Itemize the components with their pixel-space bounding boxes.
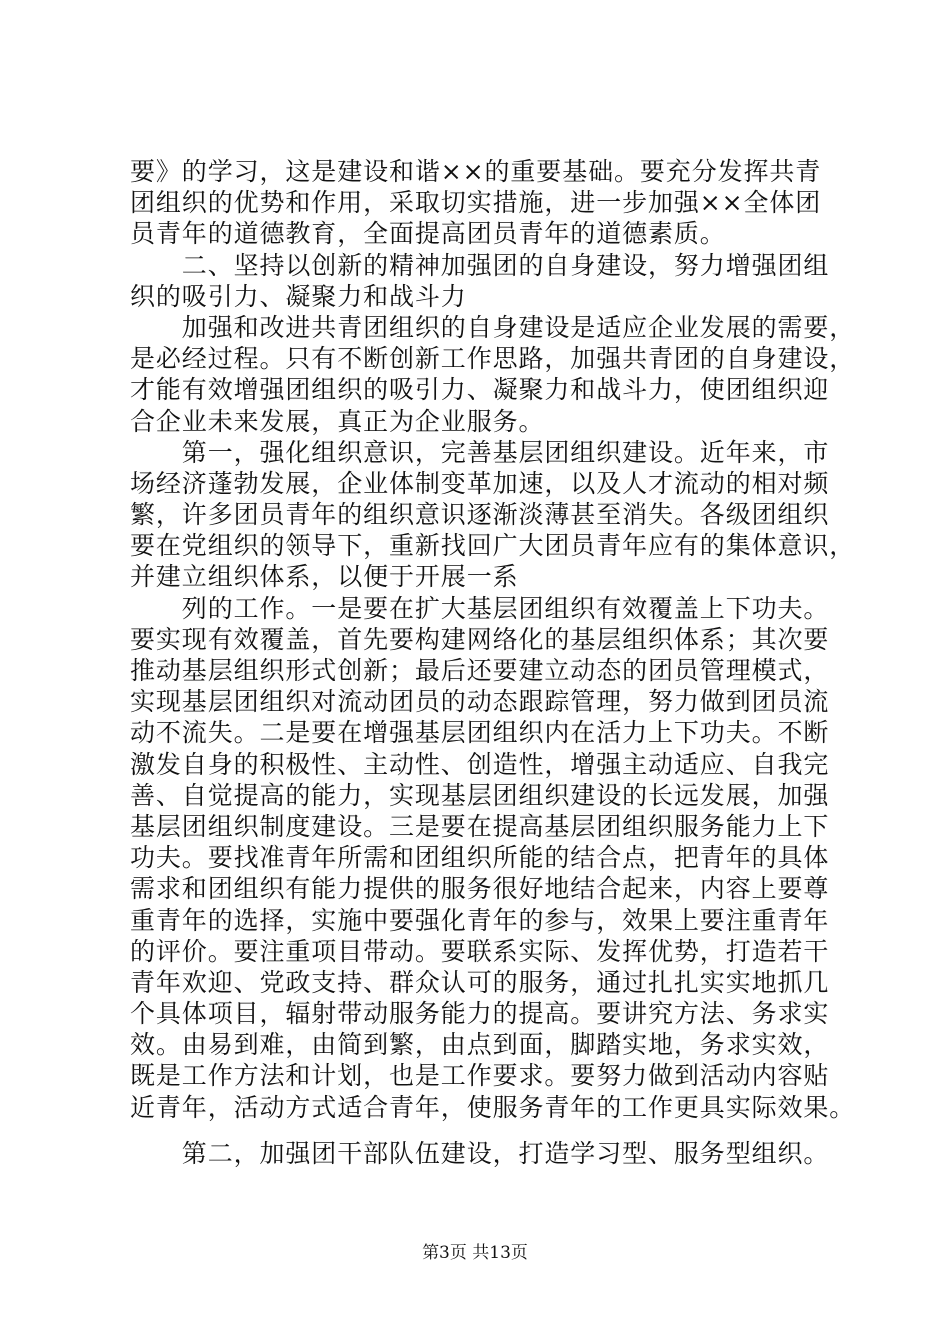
text-line: 员青年的道德教育，全面提高团员青年的道德素质。 (130, 219, 726, 249)
text-line: 实现基层团组织对流动团员的动态跟踪管理，努力做到团员流 (130, 687, 830, 717)
text-line: 基层团组织制度建设。三是要在提高基层团组织服务能力上下 (130, 811, 830, 841)
section-heading-line: 二、坚持以创新的精神加强团的自身建设，努力增强团组 (130, 250, 830, 280)
text-line: 推动基层组织形式创新；最后还要建立动态的团员管理模式， (130, 656, 830, 685)
text-line: 加强和改进共青团组织的自身建设是适应企业发展的需要， (130, 312, 856, 342)
text-line: 要在党组织的领导下，重新找回广大团员青年应有的集体意识， (130, 531, 856, 561)
text-line: 第一，强化组织意识，完善基层团组织建设。近年来，市 (130, 437, 830, 467)
text-line: 列的工作。一是要在扩大基层团组织有效覆盖上下功夫。 (130, 593, 830, 623)
text-line: 近青年，活动方式适合青年，使服务青年的工作更具实际效果。 (130, 1092, 856, 1122)
text-line: 是必经过程。只有不断创新工作思路，加强共青团的自身建设， (130, 344, 856, 374)
text-line: 团组织的优势和作用，采取切实措施，进一步加强××全体团 (130, 188, 822, 218)
text-line: 激发自身的积极性、主动性、创造性，增强主动适应、自我完 (130, 749, 830, 779)
text-line: 要实现有效覆盖，首先要构建网络化的基层组织体系；其次要 (130, 624, 830, 654)
section-heading-line: 织的吸引力、凝聚力和战斗力 (130, 281, 467, 311)
text-line: 才能有效增强团组织的吸引力、凝聚力和战斗力，使团组织迎 (130, 375, 830, 405)
text-line: 功夫。要找准青年所需和团组织所能的结合点，把青年的具体 (130, 843, 830, 873)
text-line: 青年欢迎、党政支持、群众认可的服务，通过扎扎实实地抓几 (130, 967, 830, 997)
document-body (130, 156, 856, 1185)
last-paragraph-line: 第二，加强团干部队伍建设，打造学习型、服务型组织。 (130, 1138, 830, 1168)
page-number-footer: 第3页 共13页 (422, 1243, 528, 1263)
text-line: 效。由易到难，由简到繁，由点到面，脚踏实地，务求实效， (130, 1030, 830, 1060)
text-line: 动不流失。二是要在增强基层团组织内在活力上下功夫。不断 (130, 718, 830, 748)
text-line: 善、自觉提高的能力，实现基层团组织建设的长远发展，加强 (130, 780, 830, 810)
text-line: 并建立组织体系，以便于开展一系 (130, 562, 519, 592)
text-line: 重青年的选择，实施中要强化青年的参与，效果上要注重青年 (130, 905, 830, 935)
text-line: 合企业未来发展，真正为企业服务。 (130, 406, 545, 436)
text-line: 场经济蓬勃发展，企业体制变革加速，以及人才流动的相对频 (130, 468, 830, 498)
text-line: 要》的学习，这是建设和谐××的重要基础。要充分发挥共青 (130, 157, 822, 186)
text-line: 的评价。要注重项目带动。要联系实际、发挥优势，打造若干 (130, 936, 830, 966)
text-line: 需求和团组织有能力提供的服务很好地结合起来，内容上要尊 (130, 874, 830, 904)
text-line: 既是工作方法和计划，也是工作要求。要努力做到活动内容贴 (130, 1061, 830, 1091)
text-line: 繁，许多团员青年的组织意识逐渐淡薄甚至消失。各级团组织 (130, 500, 830, 530)
text-line: 个具体项目，辐射带动服务能力的提高。要讲究方法、务求实 (130, 999, 830, 1029)
